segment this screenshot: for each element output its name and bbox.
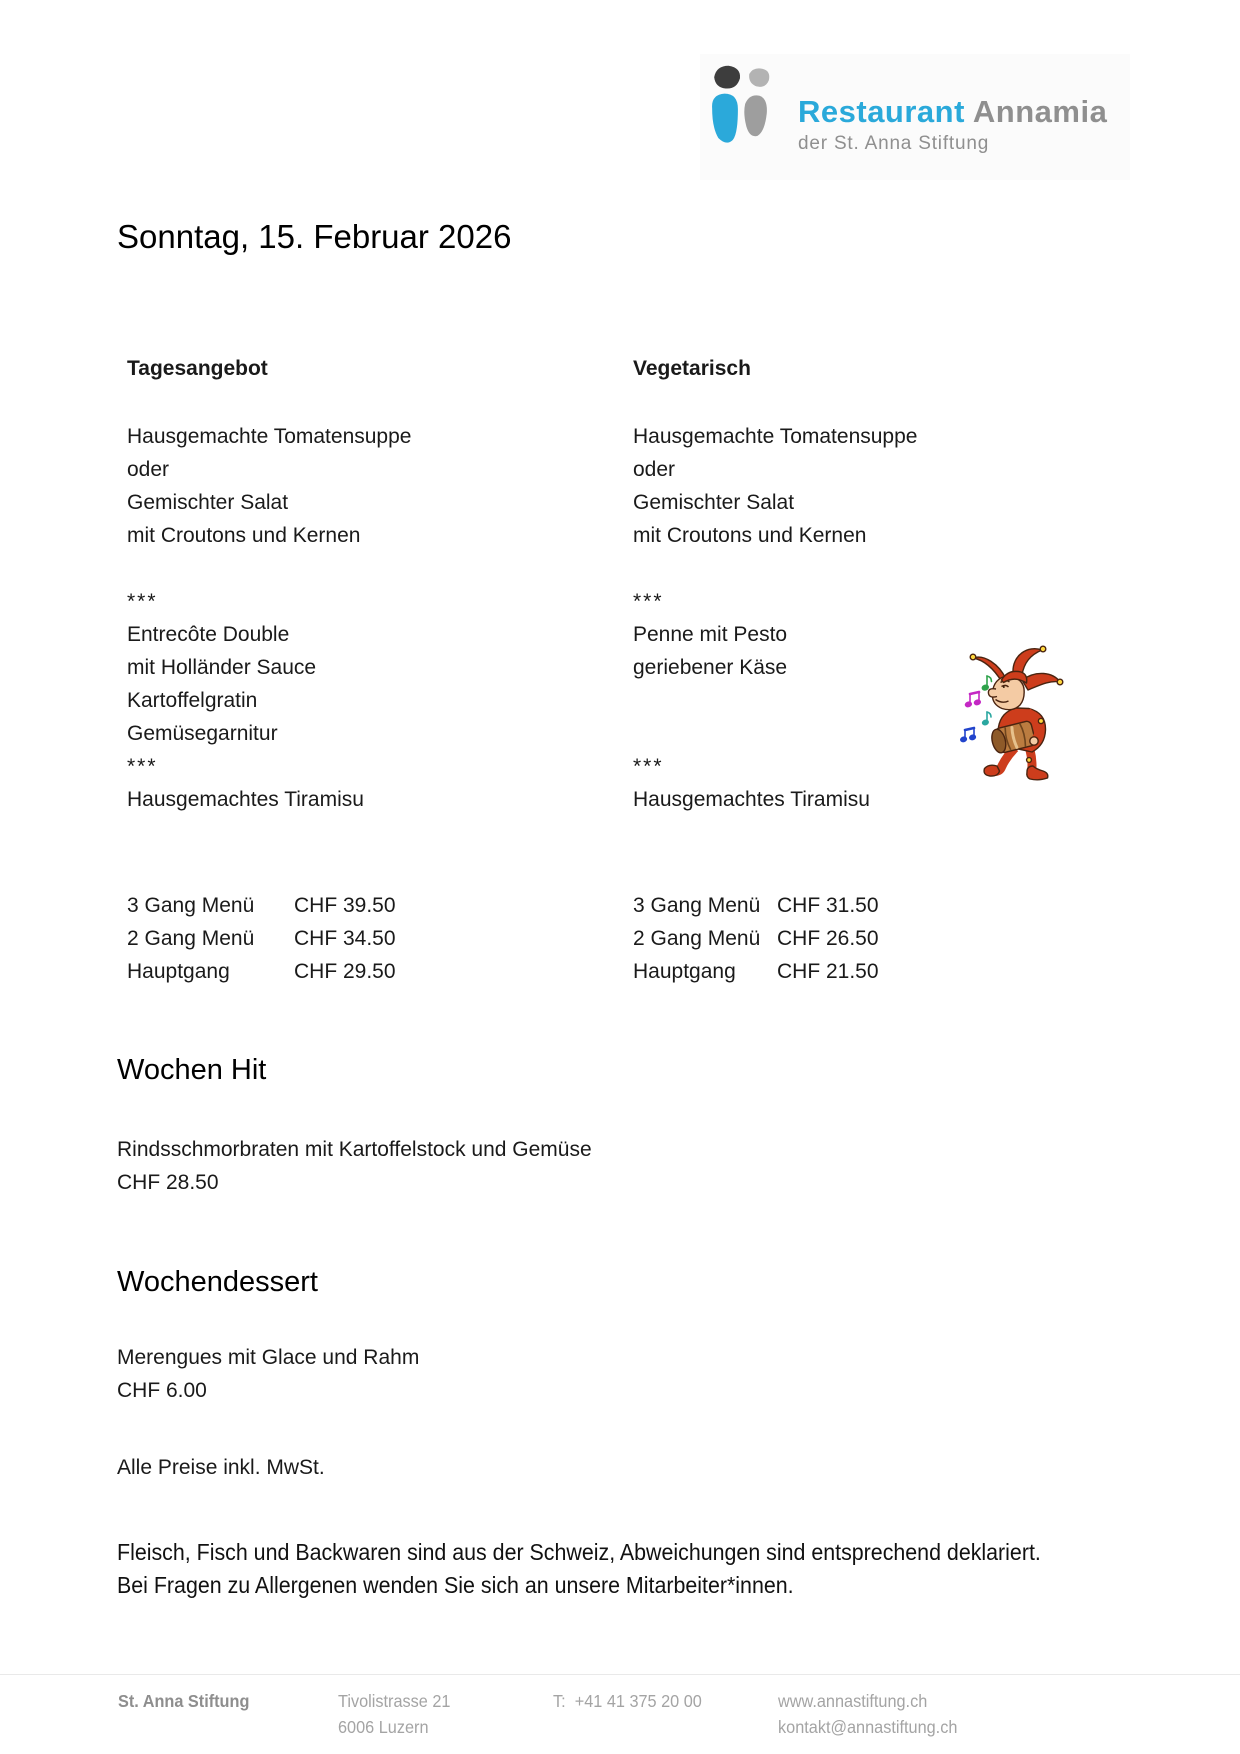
price-label: Hauptgang — [633, 960, 736, 983]
price-amount: CHF 39.50 — [294, 894, 396, 917]
allergen-disclaimer — [117, 1536, 1110, 1602]
footer-organization — [118, 1688, 259, 1714]
weekly-hit-body — [117, 1133, 592, 1199]
footer-phone-number: T: +41 41 375 20 00 — [553, 1691, 702, 1711]
restaurant-logo — [700, 54, 1130, 180]
price-row — [127, 889, 396, 922]
weekly-dessert-price: CHF 6.00 — [117, 1379, 207, 1402]
footer-email: kontakt@annastiftung.ch — [778, 1717, 958, 1737]
price-amount: CHF 31.50 — [777, 894, 879, 917]
footer-org-name: St. Anna Stiftung — [118, 1691, 250, 1711]
weekly-dessert-body — [117, 1341, 419, 1407]
menu-line: Gemischter Salat — [633, 491, 795, 514]
price-row — [633, 922, 879, 955]
logo-text — [798, 54, 1107, 155]
price-row — [633, 955, 879, 988]
course-separator: *** — [127, 590, 158, 613]
price-label: 3 Gang Menü — [633, 894, 761, 917]
footer-address — [338, 1688, 459, 1740]
price-amount: CHF 26.50 — [777, 927, 879, 950]
menu-line: Hausgemachtes Tiramisu — [127, 788, 364, 811]
menu-line: Hausgemachte Tomatensuppe — [633, 425, 918, 448]
weekly-hit-title: Wochen Hit — [117, 1054, 267, 1086]
price-amount: CHF 34.50 — [294, 927, 396, 950]
menu-line: Hausgemachte Tomatensuppe — [127, 425, 412, 448]
footer-website: www.annastiftung.ch — [778, 1691, 928, 1711]
footer-divider — [0, 1674, 1240, 1675]
course-separator: *** — [633, 755, 664, 778]
music-notes-icon — [960, 676, 991, 742]
menu-line: mit Croutons und Kernen — [127, 524, 361, 547]
price-label: 2 Gang Menü — [633, 927, 761, 950]
menu-column-tagesangebot — [127, 352, 557, 816]
course-separator: *** — [633, 590, 664, 613]
brand-name-primary: Restaurant — [798, 94, 965, 129]
price-label: Hauptgang — [127, 960, 230, 983]
column-title: Tagesangebot — [127, 357, 268, 380]
price-label: 3 Gang Menü — [127, 894, 255, 917]
brand-tagline: der St. Anna Stiftung — [798, 133, 990, 154]
disclaimer-line: Fleisch, Fisch und Backwaren sind aus der Schweiz, Abweichungen sind entsprechend deklariert. — [117, 1539, 1041, 1565]
price-list-vegetarisch — [633, 889, 879, 988]
menu-line: Gemischter Salat — [127, 491, 289, 514]
jester-illustration — [956, 642, 1074, 792]
footer-contact — [778, 1688, 971, 1740]
course-separator: *** — [127, 755, 158, 778]
price-list-tagesangebot — [127, 889, 396, 988]
weekly-hit-price: CHF 28.50 — [117, 1171, 219, 1194]
column-title: Vegetarisch — [633, 357, 751, 380]
weekly-dessert-item: Merengues mit Glace und Rahm — [117, 1346, 420, 1369]
price-amount: CHF 29.50 — [294, 960, 396, 983]
jester-clipart — [956, 642, 1074, 797]
weekly-dessert-title: Wochendessert — [117, 1266, 318, 1298]
price-row — [127, 955, 396, 988]
logo-pebbles-icon — [708, 62, 774, 155]
menu-line: mit Croutons und Kernen — [633, 524, 867, 547]
brand-name-secondary: Annamia — [972, 94, 1108, 129]
menu-line: Penne mit Pesto — [633, 623, 788, 646]
menu-line: geriebener Käse — [633, 656, 788, 679]
footer-street: Tivolistrasse 21 — [338, 1691, 451, 1711]
menu-line: Gemüsegarnitur — [127, 722, 278, 745]
vat-note: Alle Preise inkl. MwSt. — [117, 1456, 325, 1479]
disclaimer-line: Bei Fragen zu Allergenen wenden Sie sich an unsere Mitarbeiter*innen. — [117, 1572, 794, 1598]
price-row — [633, 889, 879, 922]
menu-line: oder — [633, 458, 676, 481]
price-row — [127, 922, 396, 955]
menu-line: Hausgemachtes Tiramisu — [633, 788, 870, 811]
price-label: 2 Gang Menü — [127, 927, 255, 950]
menu-line: oder — [127, 458, 170, 481]
footer-city: 6006 Luzern — [338, 1717, 429, 1737]
menu-line: Entrecôte Double — [127, 623, 290, 646]
price-amount: CHF 21.50 — [777, 960, 879, 983]
weekly-hit-item: Rindsschmorbraten mit Kartoffelstock und Gemüse — [117, 1138, 592, 1161]
menu-line: Kartoffelgratin — [127, 689, 258, 712]
menu-line: mit Holländer Sauce — [127, 656, 317, 679]
footer-phone — [553, 1688, 713, 1714]
page-title-date: Sonntag, 15. Februar 2026 — [117, 218, 512, 255]
